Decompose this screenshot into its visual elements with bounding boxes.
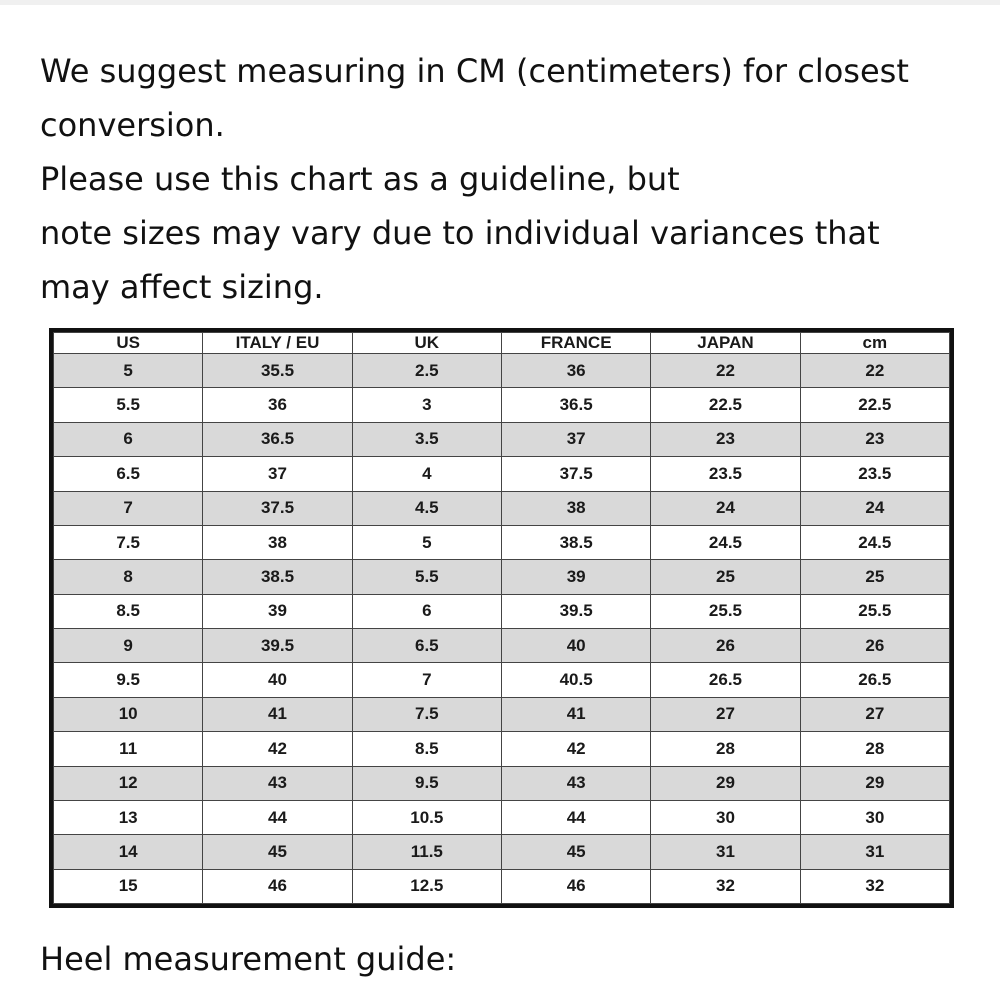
table-cell: 38: [501, 491, 650, 525]
table-cell: 24: [651, 491, 800, 525]
table-row: [54, 560, 950, 594]
table-cell: 44: [501, 800, 650, 834]
table-header-row: [54, 333, 950, 354]
table-cell: 7: [352, 663, 501, 697]
table-cell: 7: [54, 491, 203, 525]
table-cell: 39.5: [501, 594, 650, 628]
table-cell: 29: [800, 766, 949, 800]
column-header: cm: [800, 333, 949, 354]
table-row: [54, 663, 950, 697]
table-cell: 8.5: [54, 594, 203, 628]
table-cell: 24: [800, 491, 949, 525]
table-row: [54, 629, 950, 663]
column-header: UK: [352, 333, 501, 354]
table-cell: 46: [203, 869, 352, 903]
table-row: [54, 422, 950, 456]
table-cell: 39: [203, 594, 352, 628]
table-cell: 5.5: [54, 388, 203, 422]
table-cell: 32: [800, 869, 949, 903]
table-cell: 15: [54, 869, 203, 903]
table-cell: 2.5: [352, 354, 501, 388]
table-cell: 31: [800, 835, 949, 869]
table-cell: 42: [203, 732, 352, 766]
table-cell: 10: [54, 697, 203, 731]
column-header: JAPAN: [651, 333, 800, 354]
table-cell: 24.5: [800, 525, 949, 559]
table-cell: 38.5: [501, 525, 650, 559]
size-chart: [49, 328, 954, 908]
table-cell: 23.5: [651, 457, 800, 491]
table-cell: 27: [800, 697, 949, 731]
table-cell: 39: [501, 560, 650, 594]
table-cell: 5: [352, 525, 501, 559]
table-cell: 28: [800, 732, 949, 766]
size-conversion-table: [53, 332, 950, 904]
table-cell: 37.5: [501, 457, 650, 491]
table-cell: 8.5: [352, 732, 501, 766]
table-cell: 38.5: [203, 560, 352, 594]
table-cell: 23.5: [800, 457, 949, 491]
table-cell: 13: [54, 800, 203, 834]
table-row: [54, 800, 950, 834]
table-row: [54, 457, 950, 491]
table-cell: 25.5: [800, 594, 949, 628]
table-cell: 36.5: [203, 422, 352, 456]
table-cell: 9: [54, 629, 203, 663]
heel-guide-heading: Heel measurement guide:: [40, 940, 457, 978]
table-cell: 22.5: [651, 388, 800, 422]
table-cell: 41: [203, 697, 352, 731]
table-cell: 22: [651, 354, 800, 388]
table-cell: 10.5: [352, 800, 501, 834]
table-cell: 6: [54, 422, 203, 456]
intro-line: conversion.: [40, 106, 225, 144]
table-cell: 11: [54, 732, 203, 766]
table-row: [54, 594, 950, 628]
table-cell: 36: [501, 354, 650, 388]
table-cell: 12.5: [352, 869, 501, 903]
column-header: ITALY / EU: [203, 333, 352, 354]
table-row: [54, 766, 950, 800]
intro-text: [40, 44, 980, 314]
table-cell: 25: [800, 560, 949, 594]
column-header: FRANCE: [501, 333, 650, 354]
top-edge-divider: [0, 0, 1000, 5]
table-cell: 45: [203, 835, 352, 869]
table-cell: 46: [501, 869, 650, 903]
table-cell: 41: [501, 697, 650, 731]
table-cell: 38: [203, 525, 352, 559]
table-cell: 37: [501, 422, 650, 456]
table-cell: 26: [651, 629, 800, 663]
table-cell: 9.5: [352, 766, 501, 800]
table-row: [54, 388, 950, 422]
table-body: [54, 354, 950, 904]
table-cell: 5.5: [352, 560, 501, 594]
table-cell: 6.5: [352, 629, 501, 663]
table-cell: 28: [651, 732, 800, 766]
table-cell: 45: [501, 835, 650, 869]
table-row: [54, 732, 950, 766]
table-cell: 40: [203, 663, 352, 697]
table-cell: 30: [800, 800, 949, 834]
table-row: [54, 491, 950, 525]
table-row: [54, 869, 950, 903]
table-cell: 11.5: [352, 835, 501, 869]
table-cell: 4.5: [352, 491, 501, 525]
intro-line: Please use this chart as a guideline, but: [40, 160, 680, 198]
intro-line: note sizes may vary due to individual variances that: [40, 214, 880, 252]
intro-line: may affect sizing.: [40, 268, 324, 306]
table-cell: 44: [203, 800, 352, 834]
table-cell: 43: [501, 766, 650, 800]
table-row: [54, 525, 950, 559]
table-cell: 8: [54, 560, 203, 594]
table-cell: 37.5: [203, 491, 352, 525]
table-cell: 6.5: [54, 457, 203, 491]
column-header: US: [54, 333, 203, 354]
table-cell: 29: [651, 766, 800, 800]
table-cell: 25: [651, 560, 800, 594]
table-cell: 42: [501, 732, 650, 766]
table-cell: 37: [203, 457, 352, 491]
table-cell: 31: [651, 835, 800, 869]
table-cell: 23: [800, 422, 949, 456]
table-cell: 24.5: [651, 525, 800, 559]
table-row: [54, 697, 950, 731]
table-cell: 14: [54, 835, 203, 869]
table-cell: 9.5: [54, 663, 203, 697]
table-cell: 5: [54, 354, 203, 388]
table-cell: 40: [501, 629, 650, 663]
table-cell: 22: [800, 354, 949, 388]
table-cell: 43: [203, 766, 352, 800]
table-cell: 22.5: [800, 388, 949, 422]
table-cell: 35.5: [203, 354, 352, 388]
table-cell: 26.5: [800, 663, 949, 697]
table-cell: 6: [352, 594, 501, 628]
table-cell: 25.5: [651, 594, 800, 628]
table-cell: 26.5: [651, 663, 800, 697]
table-cell: 12: [54, 766, 203, 800]
table-cell: 40.5: [501, 663, 650, 697]
table-cell: 7.5: [352, 697, 501, 731]
table-cell: 36.5: [501, 388, 650, 422]
table-cell: 30: [651, 800, 800, 834]
table-cell: 32: [651, 869, 800, 903]
table-row: [54, 835, 950, 869]
intro-line: We suggest measuring in CM (centimeters) for closest: [40, 52, 909, 90]
table-cell: 23: [651, 422, 800, 456]
table-cell: 3.5: [352, 422, 501, 456]
table-cell: 4: [352, 457, 501, 491]
table-cell: 7.5: [54, 525, 203, 559]
table-row: [54, 354, 950, 388]
table-cell: 36: [203, 388, 352, 422]
table-cell: 26: [800, 629, 949, 663]
table-cell: 27: [651, 697, 800, 731]
table-cell: 39.5: [203, 629, 352, 663]
table-cell: 3: [352, 388, 501, 422]
